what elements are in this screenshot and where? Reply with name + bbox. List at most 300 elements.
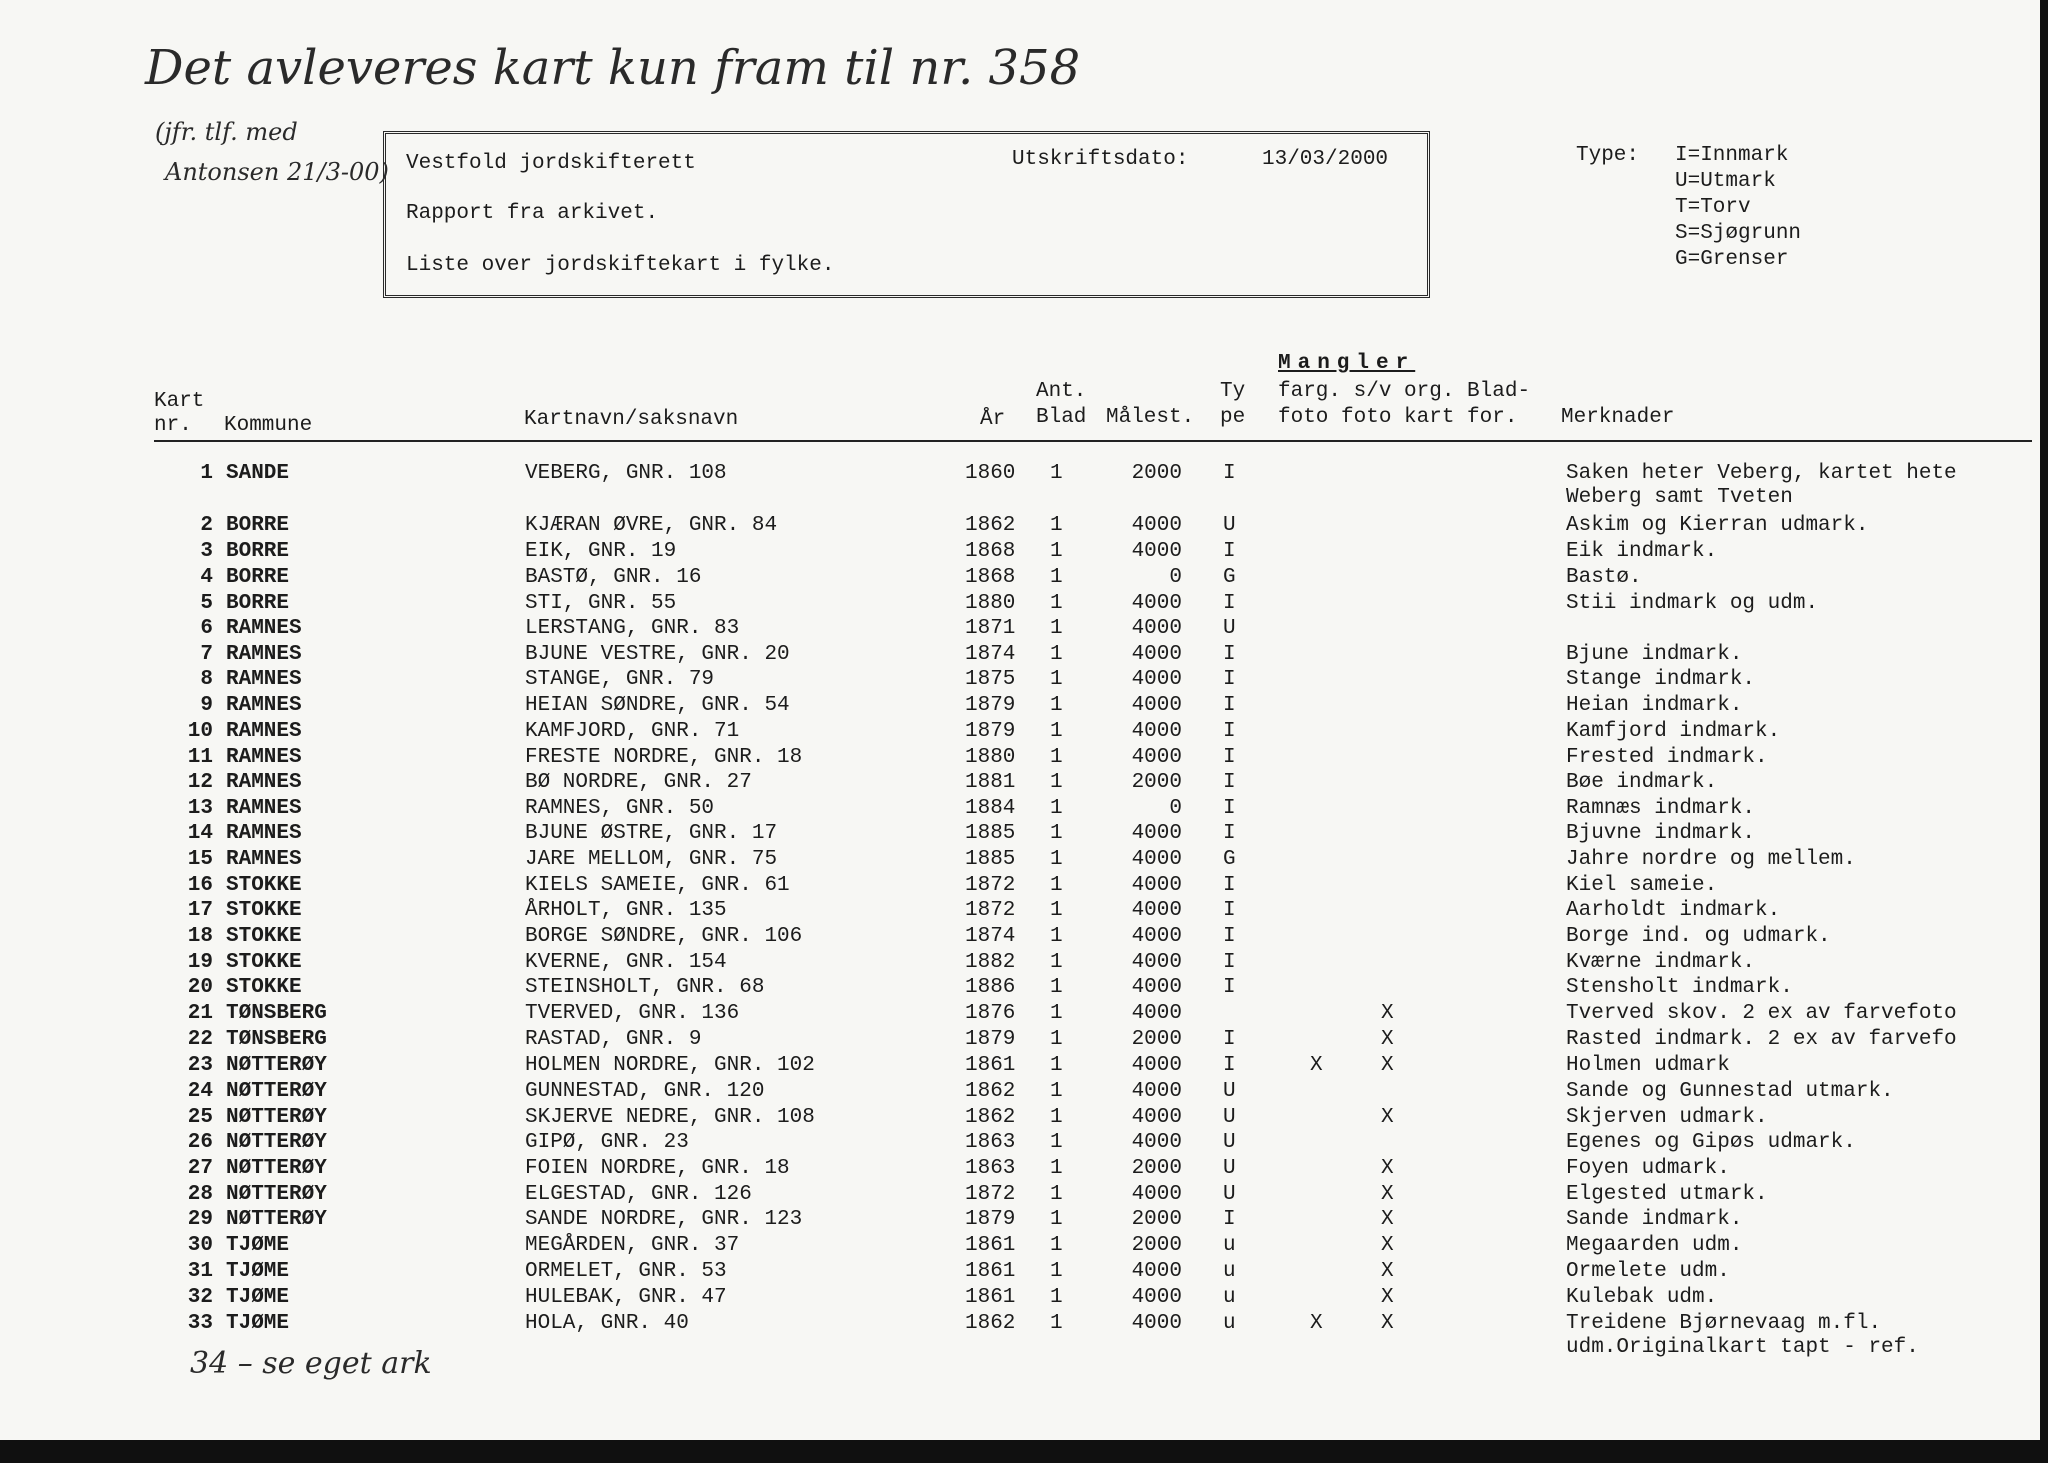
cell-type: U	[1223, 617, 1236, 640]
cell-ant-blad: 1	[1050, 1002, 1063, 1025]
type-key-item: G=Grenser	[1675, 248, 1789, 271]
cell-mangler-sv-foto: X	[1381, 1002, 1394, 1025]
cell-kart-nr: 33	[187, 1312, 213, 1335]
cell-kart-nr: 14	[187, 822, 213, 845]
table-row	[0, 899, 2040, 923]
cell-maalestokk: 4000	[1131, 925, 1182, 948]
cell-aar: 1871	[965, 617, 1016, 640]
column-header-type-2: pe	[1220, 406, 1246, 429]
table-row	[0, 1131, 2040, 1155]
cell-aar: 1886	[965, 976, 1016, 999]
cell-kartnavn: ELGESTAD, GNR. 126	[525, 1183, 752, 1206]
table-row	[0, 925, 2040, 949]
cell-merknad: Rasted indmark. 2 ex av farvefo	[1566, 1028, 1957, 1051]
table-row	[0, 797, 2040, 821]
cell-aar: 1860	[965, 462, 1016, 485]
table-row	[0, 720, 2040, 744]
cell-kartnavn: TVERVED, GNR. 136	[525, 1002, 740, 1025]
cell-type: I	[1223, 694, 1236, 717]
cell-kartnavn: KIELS SAMEIE, GNR. 61	[525, 874, 790, 897]
cell-ant-blad: 1	[1050, 1312, 1063, 1335]
cell-aar: 1863	[965, 1131, 1016, 1154]
cell-aar: 1868	[965, 566, 1016, 589]
cell-type: U	[1223, 514, 1236, 537]
column-header-merknader: Merknader	[1561, 406, 1675, 429]
cell-mangler-sv-foto: X	[1381, 1028, 1394, 1051]
cell-ant-blad: 1	[1050, 951, 1063, 974]
cell-merknad: Heian indmark.	[1566, 694, 1743, 717]
table-row	[0, 771, 2040, 795]
cell-kommune: STOKKE	[226, 951, 302, 974]
cell-ant-blad: 1	[1050, 1106, 1063, 1129]
cell-ant-blad: 1	[1050, 1157, 1063, 1180]
cell-maalestokk: 0	[1169, 797, 1182, 820]
cell-kommune: RAMNES	[226, 720, 302, 743]
cell-kart-nr: 4	[200, 566, 213, 589]
cell-maalestokk: 2000	[1131, 771, 1182, 794]
org-name: Vestfold jordskifterett	[406, 152, 696, 175]
cell-merknad: Kiel sameie.	[1566, 874, 1718, 897]
table-row	[0, 1312, 2040, 1359]
cell-kart-nr: 5	[200, 592, 213, 615]
cell-maalestokk: 2000	[1131, 1234, 1182, 1257]
cell-merknad: Holmen udmark	[1566, 1054, 1730, 1077]
cell-maalestokk: 4000	[1131, 514, 1182, 537]
cell-type: U	[1223, 1080, 1236, 1103]
cell-kartnavn: ORMELET, GNR. 53	[525, 1260, 727, 1283]
column-header-mangler-sub: farg. s/v org. Blad-	[1278, 380, 1531, 403]
cell-maalestokk: 0	[1169, 566, 1182, 589]
cell-kommune: STOKKE	[226, 976, 302, 999]
table-row	[0, 1183, 2040, 1207]
cell-aar: 1881	[965, 771, 1016, 794]
cell-kommune: RAMNES	[226, 797, 302, 820]
cell-kartnavn: KAMFJORD, GNR. 71	[525, 720, 740, 743]
cell-merknad: Eik indmark.	[1566, 540, 1718, 563]
cell-ant-blad: 1	[1050, 540, 1063, 563]
cell-mangler-sv-foto: X	[1381, 1234, 1394, 1257]
cell-kartnavn: GIPØ, GNR. 23	[525, 1131, 689, 1154]
cell-mangler-sv-foto: X	[1381, 1312, 1394, 1335]
cell-kartnavn: MEGÅRDEN, GNR. 37	[525, 1234, 740, 1257]
cell-kartnavn: JARE MELLOM, GNR. 75	[525, 848, 778, 871]
cell-kart-nr: 13	[187, 797, 213, 820]
cell-aar: 1863	[965, 1157, 1016, 1180]
cell-maalestokk: 4000	[1131, 1002, 1182, 1025]
cell-kommune: SANDE	[226, 462, 290, 485]
cell-type: U	[1223, 1183, 1236, 1206]
cell-maalestokk: 4000	[1131, 1260, 1182, 1283]
cell-merknad: Kværne indmark.	[1566, 951, 1756, 974]
cell-kartnavn: LERSTANG, GNR. 83	[525, 617, 740, 640]
cell-maalestokk: 4000	[1131, 540, 1182, 563]
cell-kartnavn: ÅRHOLT, GNR. 135	[525, 899, 727, 922]
cell-kart-nr: 19	[187, 951, 213, 974]
cell-kommune: TJØME	[226, 1286, 290, 1309]
cell-merknad: Bastø.	[1566, 566, 1642, 589]
cell-kartnavn: BØ NORDRE, GNR. 27	[525, 771, 752, 794]
table-row	[0, 1080, 2040, 1104]
cell-ant-blad: 1	[1050, 720, 1063, 743]
cell-ant-blad: 1	[1050, 848, 1063, 871]
cell-kart-nr: 25	[187, 1106, 213, 1129]
table-row	[0, 514, 2040, 538]
cell-ant-blad: 1	[1050, 617, 1063, 640]
cell-aar: 1872	[965, 874, 1016, 897]
cell-ant-blad: 1	[1050, 1080, 1063, 1103]
cell-kart-nr: 16	[187, 874, 213, 897]
cell-kartnavn: RAMNES, GNR. 50	[525, 797, 715, 820]
cell-kartnavn: SANDE NORDRE, GNR. 123	[525, 1208, 803, 1231]
cell-kart-nr: 3	[200, 540, 213, 563]
cell-merknad: Bjune indmark.	[1566, 643, 1743, 666]
cell-kart-nr: 12	[187, 771, 213, 794]
table-row	[0, 1260, 2040, 1284]
column-header-kommune: Kommune	[224, 414, 313, 437]
cell-kartnavn: STI, GNR. 55	[525, 592, 677, 615]
cell-ant-blad: 1	[1050, 694, 1063, 717]
cell-maalestokk: 4000	[1131, 899, 1182, 922]
cell-kommune: NØTTERØY	[226, 1054, 327, 1077]
cell-kartnavn: FOIEN NORDRE, GNR. 18	[525, 1157, 790, 1180]
cell-aar: 1862	[965, 1080, 1016, 1103]
cell-merknad: Ormelete udm.	[1566, 1260, 1730, 1283]
cell-kart-nr: 22	[187, 1028, 213, 1051]
cell-kommune: RAMNES	[226, 617, 302, 640]
table-row	[0, 1002, 2040, 1026]
cell-aar: 1875	[965, 668, 1016, 691]
cell-merknad: Bjuvne indmark.	[1566, 822, 1756, 845]
cell-merknad: Saken heter Veberg, kartet hete	[1566, 462, 1957, 485]
cell-kart-nr: 24	[187, 1080, 213, 1103]
cell-merknad: Jahre nordre og mellem.	[1566, 848, 1856, 871]
cell-aar: 1880	[965, 746, 1016, 769]
cell-ant-blad: 1	[1050, 899, 1063, 922]
cell-aar: 1872	[965, 899, 1016, 922]
cell-maalestokk: 4000	[1131, 1183, 1182, 1206]
table-row	[0, 1157, 2040, 1181]
cell-kommune: RAMNES	[226, 643, 302, 666]
column-header-blad: Blad	[1036, 406, 1087, 429]
column-header-kart: Kart	[154, 390, 205, 413]
cell-mangler-sv-foto: X	[1381, 1054, 1394, 1077]
cell-kart-nr: 17	[187, 899, 213, 922]
cell-kart-nr: 28	[187, 1183, 213, 1206]
table-row	[0, 822, 2040, 846]
cell-kart-nr: 18	[187, 925, 213, 948]
cell-type: u	[1223, 1234, 1236, 1257]
cell-aar: 1876	[965, 1002, 1016, 1025]
cell-maalestokk: 4000	[1131, 720, 1182, 743]
cell-type: U	[1223, 1157, 1236, 1180]
report-header-box	[383, 131, 1430, 298]
cell-kommune: TJØME	[226, 1234, 290, 1257]
column-header-kartnavn: Kartnavn/saksnavn	[524, 408, 739, 431]
table-row	[0, 566, 2040, 590]
cell-kartnavn: KJÆRAN ØVRE, GNR. 84	[525, 514, 778, 537]
cell-type: u	[1223, 1312, 1236, 1335]
cell-aar: 1861	[965, 1054, 1016, 1077]
cell-merknad: Megaarden udm.	[1566, 1234, 1743, 1257]
cell-maalestokk: 2000	[1131, 1157, 1182, 1180]
list-title: Liste over jordskiftekart i fylke.	[406, 254, 835, 277]
cell-kartnavn: FRESTE NORDRE, GNR. 18	[525, 746, 803, 769]
cell-type: I	[1223, 899, 1236, 922]
cell-kart-nr: 31	[187, 1260, 213, 1283]
cell-kommune: TJØME	[226, 1260, 290, 1283]
table-row	[0, 874, 2040, 898]
cell-merknad: Ramnæs indmark.	[1566, 797, 1756, 820]
cell-ant-blad: 1	[1050, 925, 1063, 948]
cell-kart-nr: 21	[187, 1002, 213, 1025]
cell-kommune: NØTTERØY	[226, 1157, 327, 1180]
cell-type: u	[1223, 1260, 1236, 1283]
handwritten-note: Det avleveres kart kun fram til nr. 358	[145, 40, 1081, 96]
cell-ant-blad: 1	[1050, 668, 1063, 691]
cell-kartnavn: BJUNE VESTRE, GNR. 20	[525, 643, 790, 666]
cell-kart-nr: 29	[187, 1208, 213, 1231]
cell-kartnavn: SKJERVE NEDRE, GNR. 108	[525, 1106, 815, 1129]
cell-aar: 1885	[965, 822, 1016, 845]
cell-kommune: RAMNES	[226, 746, 302, 769]
cell-merknad: Sande og Gunnestad utmark.	[1566, 1080, 1894, 1103]
cell-maalestokk: 4000	[1131, 951, 1182, 974]
cell-kommune: STOKKE	[226, 899, 302, 922]
cell-kommune: STOKKE	[226, 925, 302, 948]
cell-ant-blad: 1	[1050, 822, 1063, 845]
cell-kommune: RAMNES	[226, 771, 302, 794]
cell-maalestokk: 4000	[1131, 1312, 1182, 1335]
cell-maalestokk: 4000	[1131, 694, 1182, 717]
cell-kommune: BORRE	[226, 566, 290, 589]
cell-kart-nr: 7	[200, 643, 213, 666]
cell-kart-nr: 11	[187, 746, 213, 769]
cell-ant-blad: 1	[1050, 514, 1063, 537]
cell-merknad: Stensholt indmark.	[1566, 976, 1793, 999]
cell-kartnavn: HOLMEN NORDRE, GNR. 102	[525, 1054, 815, 1077]
cell-maalestokk: 4000	[1131, 592, 1182, 615]
cell-aar: 1879	[965, 720, 1016, 743]
cell-type: G	[1223, 848, 1236, 871]
cell-ant-blad: 1	[1050, 462, 1063, 485]
cell-kart-nr: 26	[187, 1131, 213, 1154]
table-row	[0, 951, 2040, 975]
cell-kommune: RAMNES	[226, 694, 302, 717]
table-row	[0, 540, 2040, 564]
cell-kommune: NØTTERØY	[226, 1080, 327, 1103]
cell-kartnavn: BASTØ, GNR. 16	[525, 566, 702, 589]
cell-kartnavn: KVERNE, GNR. 154	[525, 951, 727, 974]
table-row	[0, 1234, 2040, 1258]
table-row	[0, 848, 2040, 872]
cell-kartnavn: HEIAN SØNDRE, GNR. 54	[525, 694, 790, 717]
cell-aar: 1879	[965, 694, 1016, 717]
cell-ant-blad: 1	[1050, 1054, 1063, 1077]
cell-aar: 1879	[965, 1028, 1016, 1051]
cell-maalestokk: 2000	[1131, 1208, 1182, 1231]
report-subtitle: Rapport fra arkivet.	[406, 202, 659, 225]
cell-ant-blad: 1	[1050, 1131, 1063, 1154]
cell-mangler-sv-foto: X	[1381, 1208, 1394, 1231]
header-divider	[154, 440, 2032, 442]
cell-ant-blad: 1	[1050, 1234, 1063, 1257]
cell-ant-blad: 1	[1050, 566, 1063, 589]
cell-aar: 1879	[965, 1208, 1016, 1231]
cell-merknad: Elgested utmark.	[1566, 1183, 1768, 1206]
cell-kart-nr: 27	[187, 1157, 213, 1180]
cell-kart-nr: 32	[187, 1286, 213, 1309]
cell-kommune: BORRE	[226, 514, 290, 537]
cell-kartnavn: RASTAD, GNR. 9	[525, 1028, 702, 1051]
cell-maalestokk: 4000	[1131, 1080, 1182, 1103]
column-header-aar: År	[980, 408, 1006, 431]
cell-kartnavn: EIK, GNR. 19	[525, 540, 677, 563]
cell-type: I	[1223, 668, 1236, 691]
cell-kommune: TØNSBERG	[226, 1002, 327, 1025]
cell-aar: 1872	[965, 1183, 1016, 1206]
cell-aar: 1862	[965, 514, 1016, 537]
cell-kartnavn: HOLA, GNR. 40	[525, 1312, 689, 1335]
table-row	[0, 1208, 2040, 1232]
type-key-label: Type:	[1576, 144, 1640, 167]
cell-kart-nr: 23	[187, 1054, 213, 1077]
table-row	[0, 746, 2040, 770]
cell-merknad: Aarholdt indmark.	[1566, 899, 1781, 922]
cell-maalestokk: 4000	[1131, 1106, 1182, 1129]
cell-maalestokk: 4000	[1131, 668, 1182, 691]
cell-kart-nr: 30	[187, 1234, 213, 1257]
cell-type: I	[1223, 925, 1236, 948]
cell-maalestokk: 4000	[1131, 1131, 1182, 1154]
cell-aar: 1882	[965, 951, 1016, 974]
cell-aar: 1885	[965, 848, 1016, 871]
cell-kommune: NØTTERØY	[226, 1131, 327, 1154]
cell-merknad: Skjerven udmark.	[1566, 1106, 1768, 1129]
cell-type: I	[1223, 822, 1236, 845]
cell-maalestokk: 4000	[1131, 976, 1182, 999]
type-key-item: I=Innmark	[1675, 144, 1789, 167]
cell-mangler-sv-foto: X	[1381, 1106, 1394, 1129]
cell-merknad: Stii indmark og udm.	[1566, 592, 1819, 615]
cell-maalestokk: 4000	[1131, 848, 1182, 871]
cell-kart-nr: 2	[200, 514, 213, 537]
cell-type: G	[1223, 566, 1236, 589]
cell-kart-nr: 6	[200, 617, 213, 640]
cell-merknad: Egenes og Gipøs udmark.	[1566, 1131, 1856, 1154]
column-header-ant: Ant.	[1036, 380, 1087, 403]
cell-kommune: NØTTERØY	[226, 1183, 327, 1206]
cell-type: I	[1223, 1208, 1236, 1231]
cell-type: I	[1223, 540, 1236, 563]
cell-merknad: Treidene Bjørnevaag m.fl.	[1566, 1312, 1882, 1335]
cell-kartnavn: BJUNE ØSTRE, GNR. 17	[525, 822, 778, 845]
cell-type: I	[1223, 1028, 1236, 1051]
cell-kart-nr: 20	[187, 976, 213, 999]
cell-kommune: NØTTERØY	[226, 1208, 327, 1231]
cell-type: I	[1223, 771, 1236, 794]
cell-merknad-cont: Weberg samt Tveten	[1566, 486, 1793, 509]
cell-merknad: Stange indmark.	[1566, 668, 1756, 691]
cell-type: I	[1223, 1054, 1236, 1077]
cell-type: U	[1223, 1131, 1236, 1154]
cell-ant-blad: 1	[1050, 797, 1063, 820]
cell-type: I	[1223, 951, 1236, 974]
cell-ant-blad: 1	[1050, 1260, 1063, 1283]
cell-kommune: BORRE	[226, 540, 290, 563]
cell-maalestokk: 4000	[1131, 1286, 1182, 1309]
cell-ant-blad: 1	[1050, 746, 1063, 769]
cell-merknad: Sande indmark.	[1566, 1208, 1743, 1231]
cell-aar: 1868	[965, 540, 1016, 563]
cell-kartnavn: BORGE SØNDRE, GNR. 106	[525, 925, 803, 948]
column-header-maalest: Målest.	[1106, 406, 1195, 429]
cell-ant-blad: 1	[1050, 1028, 1063, 1051]
cell-maalestokk: 4000	[1131, 874, 1182, 897]
cell-ant-blad: 1	[1050, 1183, 1063, 1206]
table-row	[0, 694, 2040, 718]
cell-kommune: RAMNES	[226, 668, 302, 691]
cell-ant-blad: 1	[1050, 592, 1063, 615]
cell-ant-blad: 1	[1050, 1208, 1063, 1231]
table-row	[0, 668, 2040, 692]
table-row	[0, 592, 2040, 616]
handwritten-footnote: 34 – se eget ark	[190, 1346, 432, 1381]
cell-aar: 1880	[965, 592, 1016, 615]
cell-aar: 1861	[965, 1260, 1016, 1283]
cell-kartnavn: GUNNESTAD, GNR. 120	[525, 1080, 765, 1103]
table-row	[0, 643, 2040, 667]
cell-merknad: Askim og Kierran udmark.	[1566, 514, 1869, 537]
cell-aar: 1862	[965, 1312, 1016, 1335]
cell-mangler-sv-foto: X	[1381, 1183, 1394, 1206]
cell-aar: 1884	[965, 797, 1016, 820]
table-row	[0, 1286, 2040, 1310]
cell-merknad: Tverved skov. 2 ex av farvefoto	[1566, 1002, 1957, 1025]
cell-kartnavn: VEBERG, GNR. 108	[525, 462, 727, 485]
cell-kartnavn: STANGE, GNR. 79	[525, 668, 715, 691]
cell-maalestokk: 4000	[1131, 617, 1182, 640]
cell-kart-nr: 15	[187, 848, 213, 871]
table-row	[0, 617, 2040, 641]
cell-maalestokk: 4000	[1131, 1054, 1182, 1077]
cell-maalestokk: 4000	[1131, 822, 1182, 845]
cell-merknad: Foyen udmark.	[1566, 1157, 1730, 1180]
print-date: 13/03/2000	[1262, 148, 1389, 171]
table-row	[0, 1054, 2040, 1078]
cell-kommune: STOKKE	[226, 874, 302, 897]
cell-merknad: Kamfjord indmark.	[1566, 720, 1781, 743]
cell-type: I	[1223, 462, 1236, 485]
cell-type: I	[1223, 643, 1236, 666]
cell-kommune: RAMNES	[226, 822, 302, 845]
type-key-item: T=Torv	[1675, 196, 1751, 219]
cell-mangler-fargefoto: X	[1310, 1054, 1323, 1077]
cell-type: I	[1223, 720, 1236, 743]
cell-aar: 1861	[965, 1286, 1016, 1309]
cell-type: I	[1223, 746, 1236, 769]
cell-merknad: Frested indmark.	[1566, 746, 1768, 769]
cell-kartnavn: STEINSHOLT, GNR. 68	[525, 976, 765, 999]
column-header-nr: nr.	[154, 414, 192, 437]
column-header-type: Ty	[1220, 380, 1246, 403]
cell-type: u	[1223, 1286, 1236, 1309]
cell-type: U	[1223, 1106, 1236, 1129]
cell-ant-blad: 1	[1050, 771, 1063, 794]
table-row	[0, 462, 2040, 509]
cell-mangler-sv-foto: X	[1381, 1286, 1394, 1309]
cell-mangler-sv-foto: X	[1381, 1157, 1394, 1180]
table-row	[0, 1028, 2040, 1052]
